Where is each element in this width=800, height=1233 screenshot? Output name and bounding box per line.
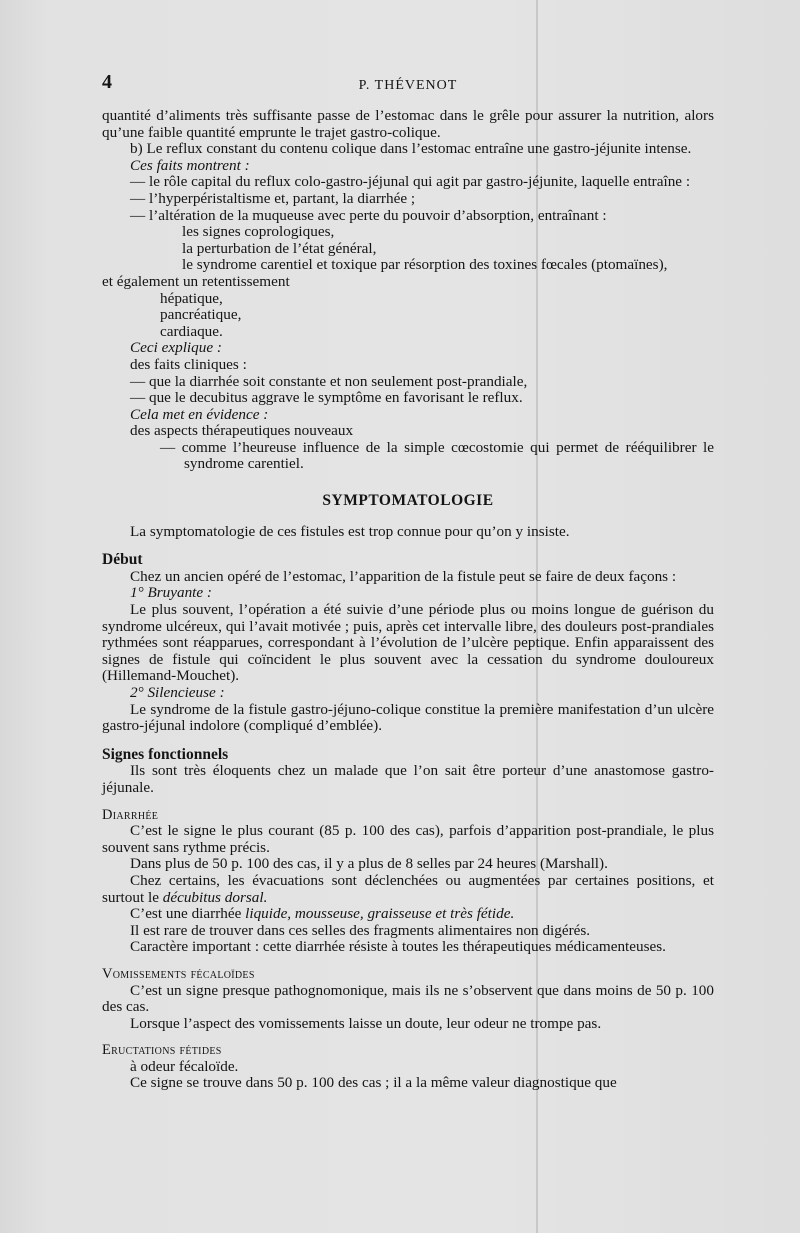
paragraph: des aspects thérapeutiques nouveaux (130, 422, 354, 440)
running-header (102, 71, 714, 108)
section-heading: Début (102, 551, 143, 569)
list-item: — que la diarrhée soit constante et non seulement post-prandiale, (130, 372, 528, 390)
paragraph: Caractère important : cette diarrhée résiste à toutes les thérapeutiques médicamenteuses. (130, 938, 666, 956)
section-heading: Signes fonctionnels (102, 745, 229, 763)
section-title: SYMPTOMATOLOGIE (322, 492, 494, 510)
paragraph: b) Le reflux constant du contenu colique dans l’estomac entraîne une gastro-jéjunite intense. (130, 140, 692, 158)
paragraph: La symptomatologie de ces fistules est trop connue pour qu’on y insiste. (130, 522, 570, 540)
paragraph: Ils sont très éloquents chez un malade que l’on sait être porteur d’une anastomose gastro-jéjunale. (102, 762, 714, 796)
subsection-label: Ceci explique : (130, 339, 222, 357)
list-item: la perturbation de l’état général, (182, 239, 377, 257)
list-item: — comme l’heureuse influence de la simple cœcostomie qui permet de rééquilibrer le syndrome carentiel. (160, 438, 714, 473)
paragraph: et également un retentissement (102, 272, 290, 290)
subheading: Vomissements fécaloïdes (102, 965, 255, 982)
paragraph: C’est le signe le plus courant (85 p. 100 des cas), parfois d’apparition post-prandiale, le plus souvent sans rythme précis. (102, 822, 714, 856)
paragraph: — le rôle capital du reflux colo-gastro-jéjunal qui agit par gastro-jéjunite, laquelle entraîne : (130, 173, 691, 191)
paragraph: Dans plus de 50 p. 100 des cas, il y a plus de 8 selles par 24 heures (Marshall). (130, 855, 608, 873)
list-item: le syndrome carentiel et toxique par résorption des toxines fœcales (ptomaïnes), (182, 256, 668, 274)
page-number: 4 (102, 71, 112, 93)
paragraph: quantité d’aliments très suffisante passe de l’estomac dans le grêle pour assurer la nutrition, alors qu’une faible quantité emprunte le trajet gastro-colique. (102, 107, 714, 141)
paragraph: à odeur fécaloïde. (130, 1057, 239, 1075)
text: C’est une diarrhée (130, 905, 246, 923)
subsection-label: 1° Bruyante : (130, 584, 212, 602)
text: Chez certains, les évacuations sont déclenchées ou augmentées par certaines positions, et surtout le (102, 871, 714, 906)
list-item: — que le decubitus aggrave le symptôme en favorisant le reflux. (130, 389, 523, 407)
emphasis: liquide, mousseuse, graisseuse et très fétide. (245, 905, 515, 923)
paragraph (102, 906, 714, 923)
paragraph: Le plus souvent, l’opération a été suivie d’une période plus ou moins longue de guérison du syndrome ulcéreux, qui l’avait motivée ; puis, après cet intervalle libre, des douleurs post-prandiales rythmées sont réapparues, correspondant à l’évolution de l’ulcère peptique. Enfin apparaissent des signes de fistule qui coïncident le plus souvent avec la cessation du syndrome douloureux (Hillemand-Mouchet). (102, 601, 714, 685)
paragraph: C’est un signe presque pathognomonique, mais ils ne s’observent que dans moins de 50 p. 100 des cas. (102, 981, 714, 1016)
paragraph: Chez un ancien opéré de l’estomac, l’apparition de la fistule peut se faire de deux façons : (130, 567, 677, 585)
paragraph: Il est rare de trouver dans ces selles des fragments alimentaires non digérés. (130, 921, 591, 939)
subsection-label: Ces faits montrent : (130, 156, 250, 174)
list-item: — l’hyperpéristaltisme et, partant, la diarrhée ; (130, 189, 416, 207)
paragraph (102, 873, 714, 906)
emphasis: décubitus dorsal. (162, 888, 268, 906)
paragraph: Lorsque l’aspect des vomissements laisse un doute, leur odeur ne trompe pas. (130, 1014, 602, 1032)
subsection-label: Cela met en évidence : (130, 405, 269, 423)
paragraph: des faits cliniques : (130, 355, 247, 373)
list-item: hépatique, (160, 289, 223, 307)
running-author: P. THÉVENOT (358, 78, 458, 93)
subsection-label: 2° Silencieuse : (130, 684, 225, 701)
subheading: Diarrhée (102, 806, 159, 823)
list-item: pancréatique, (160, 306, 242, 324)
list-item: cardiaque. (160, 322, 223, 340)
list-item: les signes coprologiques, (182, 223, 335, 241)
paragraph: Le syndrome de la fistule gastro-jéjuno-colique constitue la première manifestation d’un ulcère gastro-jéjunal indolore (compliqué d’emblée). (102, 700, 714, 735)
subheading: Eructations fétides (102, 1042, 222, 1059)
list-item: — l’altération de la muqueuse avec perte du pouvoir d’absorption, entraînant : (130, 206, 607, 224)
page-content (102, 71, 714, 1092)
paragraph: Ce signe se trouve dans 50 p. 100 des cas ; il a la même valeur diagnostique que (130, 1074, 617, 1092)
